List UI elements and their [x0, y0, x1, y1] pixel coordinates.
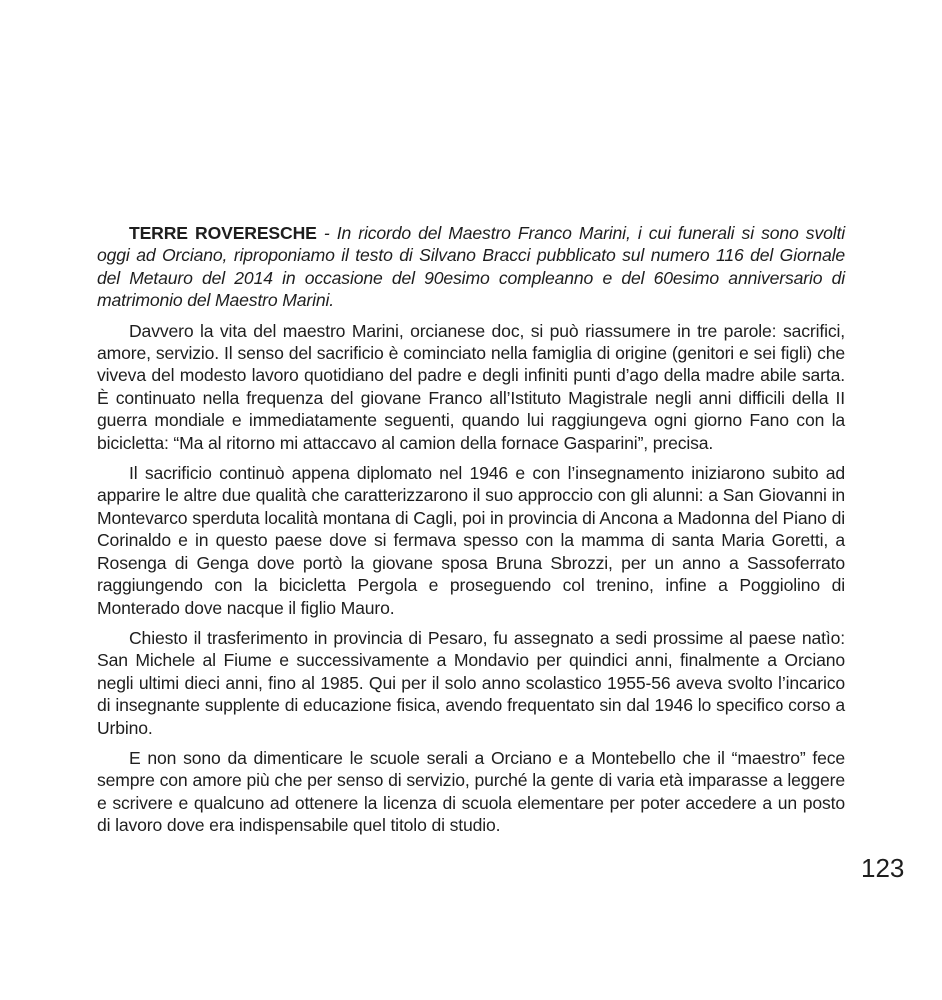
body-paragraph-3: Chiesto il trasferimento in provincia di Pesaro, fu assegnato a sedi prossime al paese natìo: San Michele al Fiume e successivamente a Mondavio per quindici anni, finalmente a Orciano negli ultimi dieci anni, fino al 1985. Qui per il solo anno scolastico 1955-56 aveva svolto l’incarico di insegnante supplente di educazione fisica, avendo frequentato sin dal 1946 lo specifico corso a Urbino. — [97, 627, 845, 738]
body-paragraph-4: E non sono da dimenticare le scuole serali a Orciano e a Montebello che il “maestro” fece sempre con amore più che per senso di servizio, purché la gente di varia età imparasse a leggere e scrivere e qualcuno ad ottenere la licenza di scuola elementare per poter accedere a un posto di lavoro dove era indispensabile quel titolo di studio. — [97, 747, 845, 836]
intro-separator: - — [316, 223, 337, 243]
page-number: 123 — [861, 853, 905, 883]
intro-lead: TERRE ROVERESCHE — [129, 223, 317, 243]
body-paragraph-1: Davvero la vita del maestro Marini, orcianese doc, si può riassumere in tre parole: sacrifici, amore, servizio. Il senso del sacrificio è cominciato nella famiglia di origine (genitori e sei figli) che viveva del modesto lavoro quotidiano del padre e degli infiniti punti d’ago della madre abile sarta. È continuato nella frequenza del giovane Franco all’Istituto Magistrale negli anni difficili della II guerra mondiale e immediatamente seguenti, quando lui raggiungeva ogni giorno Fano con la bicicletta: “Ma al ritorno mi attaccavo al camion della fornace Gasparini”, precisa. — [97, 320, 845, 453]
body-paragraph-2: Il sacrificio continuò appena diplomato nel 1946 e con l’insegnamento iniziarono subito ad apparire le altre due qualità che caratterizzarono il suo approccio con gli alunni: a San Giovanni in Montevarco sperduta località montana di Cagli, poi in provincia di Ancona a Madonna del Piano di Corinaldo e in questo paese dove si fermava spesso con la mamma di santa Maria Goretti, a Rosenga di Genga dove portò la giovane sposa Bruna Sbrozzi, per un anno a Sassoferrato raggiungendo con la bicicletta Pergola e proseguendo col trenino, infine a Poggiolino di Monterado dove nacque il figlio Mauro. — [97, 463, 845, 618]
intro-paragraph — [97, 222, 845, 312]
article-body — [97, 222, 845, 837]
intro-text: In ricordo del Maestro Franco Marini, i cui funerali si sono svolti oggi ad Orciano, riproponiamo il testo di Silvano Bracci pubblicato sul numero 116 del Giornale del Metauro del 2014 in occasione del 90esimo compleanno e del 60esimo anniversario di matrimonio del Maestro Marini. — [97, 223, 845, 311]
